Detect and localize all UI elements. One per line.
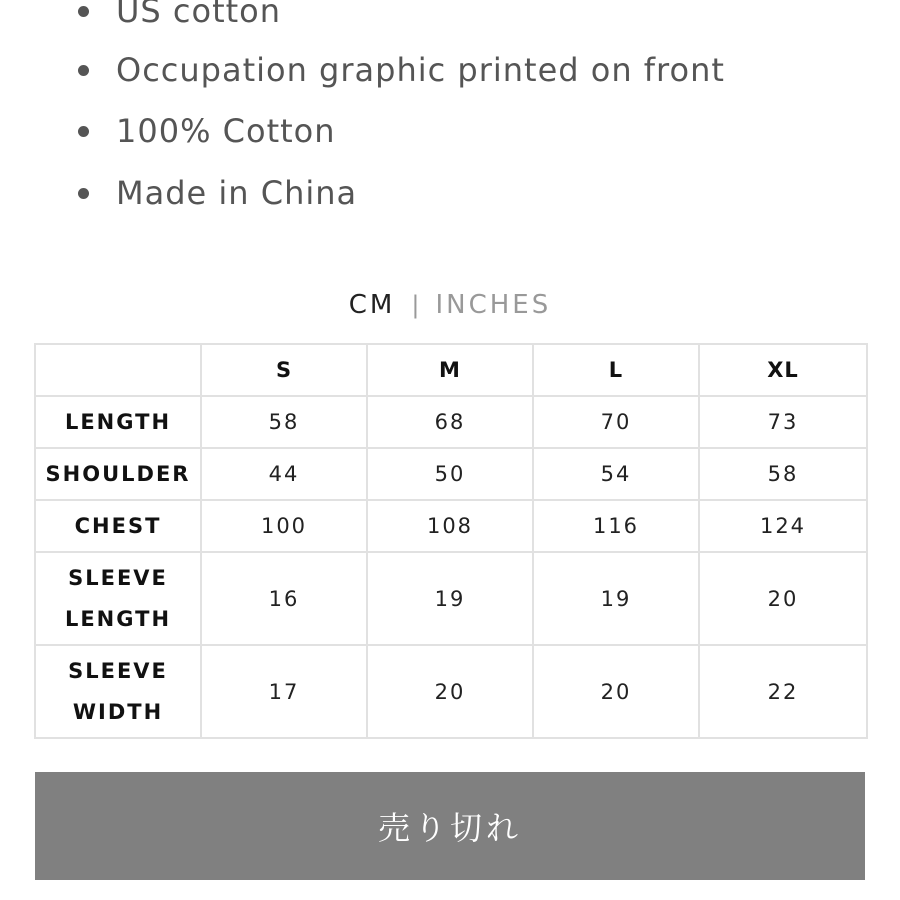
table-cell: 100 <box>201 500 367 552</box>
table-corner-cell <box>35 344 201 396</box>
table-cell: 108 <box>367 500 533 552</box>
sold-out-button[interactable]: 売り切れ <box>35 772 865 880</box>
row-header: SHOULDER <box>35 448 201 500</box>
size-chart-table <box>34 343 868 739</box>
column-header: M <box>367 344 533 396</box>
table-row <box>35 396 867 448</box>
row-header <box>35 552 201 645</box>
table-cell: 16 <box>201 552 367 645</box>
table-cell: 116 <box>533 500 699 552</box>
table-cell: 58 <box>201 396 367 448</box>
table-cell: 20 <box>367 645 533 738</box>
table-cell: 20 <box>699 552 867 645</box>
table-cell: 17 <box>201 645 367 738</box>
row-header-line: SLEEVE <box>68 658 168 683</box>
row-header <box>35 645 201 738</box>
table-row <box>35 448 867 500</box>
column-header: L <box>533 344 699 396</box>
table-cell: 70 <box>533 396 699 448</box>
column-header: XL <box>699 344 867 396</box>
table-cell: 50 <box>367 448 533 500</box>
feature-text: US cotton <box>116 0 282 30</box>
table-cell: 19 <box>367 552 533 645</box>
feature-item <box>78 0 281 36</box>
unit-toggle <box>0 285 900 325</box>
row-header-line: LENGTH <box>64 606 172 631</box>
column-header: S <box>201 344 367 396</box>
bullet-icon <box>78 6 89 17</box>
table-cell: 22 <box>699 645 867 738</box>
row-header: CHEST <box>35 500 201 552</box>
unit-cm-tab[interactable]: CM <box>348 290 396 320</box>
table-row <box>35 645 867 738</box>
table-cell: 20 <box>533 645 699 738</box>
row-header-line: WIDTH <box>72 699 164 724</box>
unit-separator: | <box>411 291 420 319</box>
table-cell: 44 <box>201 448 367 500</box>
row-header: LENGTH <box>35 396 201 448</box>
table-cell: 19 <box>533 552 699 645</box>
bullet-icon <box>78 126 89 137</box>
table-cell: 73 <box>699 396 867 448</box>
feature-text: Made in China <box>116 174 358 212</box>
unit-inches-tab[interactable]: INCHES <box>435 290 552 320</box>
feature-item <box>78 168 357 218</box>
table-row <box>35 500 867 552</box>
row-header-line: SLEEVE <box>68 565 168 590</box>
table-cell: 124 <box>699 500 867 552</box>
table-row <box>35 552 867 645</box>
table-cell: 68 <box>367 396 533 448</box>
bullet-icon <box>78 188 89 199</box>
feature-text: 100% Cotton <box>116 112 336 150</box>
table-header-row <box>35 344 867 396</box>
table-cell: 54 <box>533 448 699 500</box>
feature-item <box>78 106 336 156</box>
feature-item <box>78 45 725 95</box>
table-cell: 58 <box>699 448 867 500</box>
feature-text: Occupation graphic printed on front <box>116 51 725 89</box>
bullet-icon <box>78 65 89 76</box>
